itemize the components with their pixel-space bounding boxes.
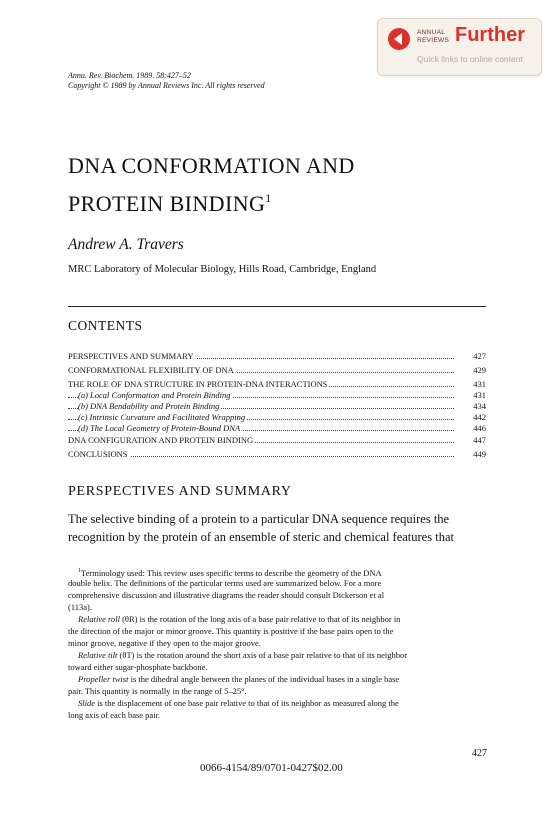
toc-subentry[interactable] [68, 422, 486, 434]
contents-heading: CONTENTS [68, 318, 143, 333]
toc-subentry-label: (d) The Local Geometry of Protein-Bound DNA [78, 423, 241, 433]
footnote-line: minor groove, negative if they open to the major groove. [68, 638, 261, 648]
footnote-line: pair. This quantity is normally in the range of 5–25°. [68, 686, 247, 696]
toc-entry-page: 431 [473, 379, 486, 389]
toc-entry-label: PERSPECTIVES AND SUMMARY [68, 351, 194, 361]
footnote-line: the direction of the major or minor groove. This quantity is positive if the base pairs open to the [68, 626, 394, 636]
title-line-1: DNA CONFORMATION AND [68, 153, 355, 178]
footnote-line: Relative tilt (θT) is the rotation around the short axis of a base pair relative to that of its neighbor [78, 650, 408, 660]
term-slide: Slide [78, 698, 95, 708]
body-text-line: recognition by the protein of an ensemble of steric and chemical features that [68, 530, 454, 544]
toc-subentry-page: 434 [473, 401, 486, 411]
toc-entry[interactable] [68, 350, 486, 362]
toc-entry[interactable] [68, 364, 486, 376]
toc-entry-page: 429 [473, 365, 486, 375]
divider-rule [68, 306, 486, 307]
toc-subentry-label: (a) Local Conformation and Protein Binding [78, 390, 231, 400]
term-relative-tilt: Relative tilt [78, 650, 118, 660]
symbol-theta-r: (θR) [122, 614, 138, 624]
footnote-line: Relative roll (θR) is the rotation of the long axis of a base pair relative to that of its neighbor in [78, 614, 401, 624]
section-heading: PERSPECTIVES AND SUMMARY [68, 484, 292, 499]
toc-entry-label: THE ROLE OF DNA STRUCTURE IN PROTEIN-DNA INTERACTIONS [68, 379, 328, 389]
term-relative-roll: Relative roll [78, 614, 120, 624]
footnote-line: Propeller twist is the dihedral angle between the planes of the individual bases in a single base [78, 674, 400, 684]
toc-subentry-page: 446 [473, 423, 486, 433]
footnote-line: $^1$Terminology used: This review uses specific terms to describe the geometry of the DNA [78, 567, 382, 578]
footnote-line: Slide is the displacement of one base pair relative to that of its neighbor as measured along the [78, 698, 399, 708]
toc-entry[interactable] [68, 434, 486, 446]
author-affiliation: MRC Laboratory of Molecular Biology, Hills Road, Cambridge, England [68, 264, 377, 275]
back-arrow-icon[interactable] [388, 28, 410, 50]
reviews-label: REVIEWS [417, 37, 450, 44]
toc-entry-page: 447 [473, 435, 486, 445]
further-label: Further [455, 24, 525, 46]
footnote-line: long axis of each base pair. [68, 710, 161, 720]
footnote-line: (113a). [68, 602, 92, 612]
title-footnote-mark[interactable]: 1 [265, 191, 272, 205]
toc-entry-page: 449 [473, 449, 486, 459]
toc-entry[interactable] [68, 448, 486, 460]
quick-links-label[interactable]: Quick links to online content [417, 54, 523, 64]
toc-subentry-page: 442 [473, 412, 486, 422]
footnote-line: toward either sugar-phosphate backbone. [68, 662, 208, 672]
toc-entry-page: 427 [473, 351, 486, 361]
toc-entry-label: CONCLUSIONS [68, 449, 128, 459]
further-badge[interactable] [377, 18, 542, 76]
toc-subentry-label: (c) Intrinsic Curvature and Facilitated Wrapping [78, 412, 246, 422]
body-text-line: The selective binding of a protein to a particular DNA sequence requires the [68, 512, 450, 526]
term-propeller-twist: Propeller twist [78, 674, 129, 684]
issn-code: 0066-4154/89/0701-0427$02.00 [200, 762, 343, 774]
toc-entry-label: CONFORMATIONAL FLEXIBILITY OF DNA [68, 365, 234, 375]
author-name: Andrew A. Travers [68, 236, 184, 253]
footnote-mark: 1 [78, 568, 81, 574]
symbol-theta-t: (θT) [119, 650, 135, 660]
footnote-line: comprehensive discussion and illustrative diagrams the reader should consult Dickerson et al [68, 590, 385, 600]
title-line-2: PROTEIN BINDING$^1$ [68, 191, 272, 216]
copyright-notice: Copyright © 1989 by Annual Reviews Inc. All rights reserved [68, 81, 265, 90]
toc-subentry-label: (b) DNA Bendability and Protein Binding [78, 401, 220, 411]
toc-subentry-page: 431 [473, 390, 486, 400]
toc-entry-label: DNA CONFIGURATION AND PROTEIN BINDING [68, 435, 254, 445]
footnote-line: double helix. The definitions of the particular terms used are summarized below. For a more [68, 578, 382, 588]
annual-label: ANNUAL [417, 29, 446, 36]
journal-citation: Annu. Rev. Biochem. 1989. 58:427–52 [68, 71, 191, 80]
page-number: 427 [472, 748, 487, 759]
